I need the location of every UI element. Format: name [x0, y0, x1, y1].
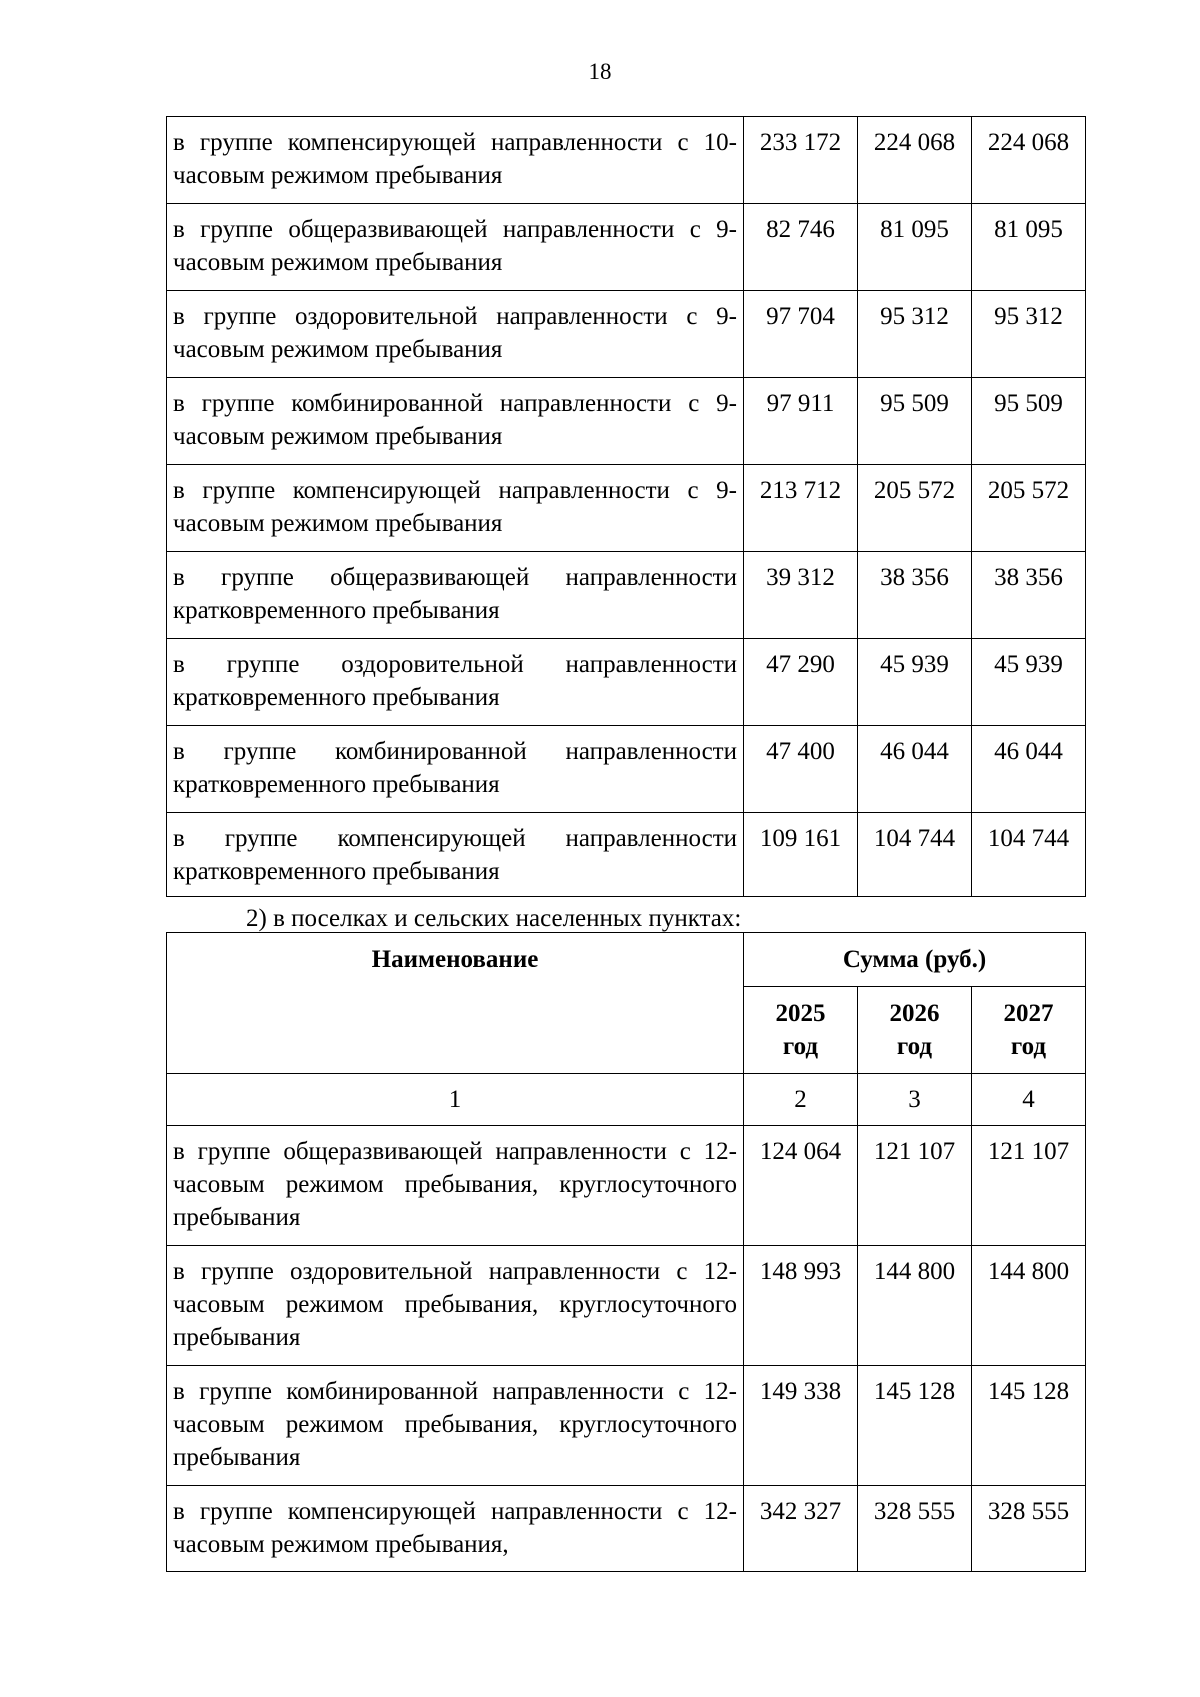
value-2026: 46 044	[858, 726, 972, 813]
section-caption: 2) в поселках и сельских населенных пунктах:	[246, 905, 742, 932]
header-year-2027	[972, 987, 1086, 1074]
table-row	[167, 813, 1086, 897]
row-name: в группе общеразвивающей направленности кратковременного пребывания	[167, 552, 744, 639]
value-2025: 39 312	[744, 552, 858, 639]
value-2025: 213 712	[744, 465, 858, 552]
index-row	[167, 1074, 1086, 1126]
table-row	[167, 465, 1086, 552]
row-name: в группе компенсирующей направленности с 12-часовым режимом пребывания,	[167, 1486, 744, 1572]
table-row	[167, 378, 1086, 465]
table-row	[167, 117, 1086, 204]
value-2027: 144 800	[972, 1246, 1086, 1366]
table-row	[167, 1246, 1086, 1366]
value-2025: 148 993	[744, 1246, 858, 1366]
header-year-2026	[858, 987, 972, 1074]
value-2025: 233 172	[744, 117, 858, 204]
tariff-table-rural	[166, 932, 1086, 1572]
value-2026: 205 572	[858, 465, 972, 552]
row-name: в группе компенсирующей направленности с 9-часовым режимом пребывания	[167, 465, 744, 552]
tariff-table-continued	[166, 116, 1086, 897]
value-2025: 97 911	[744, 378, 858, 465]
row-name: в группе общеразвивающей направленности с 12-часовым режимом пребывания, круглосуточного пребывания	[167, 1126, 744, 1246]
year-number: 2025	[775, 1000, 826, 1027]
column-index: 3	[858, 1074, 972, 1126]
table-row	[167, 639, 1086, 726]
value-2026: 45 939	[858, 639, 972, 726]
value-2027: 81 095	[972, 204, 1086, 291]
row-name: в группе компенсирующей направленности с 10-часовым режимом пребывания	[167, 117, 744, 204]
row-name: в группе оздоровительной направленности кратковременного пребывания	[167, 639, 744, 726]
value-2027: 205 572	[972, 465, 1086, 552]
value-2026: 145 128	[858, 1366, 972, 1486]
table-row	[167, 726, 1086, 813]
value-2027: 224 068	[972, 117, 1086, 204]
value-2027: 328 555	[972, 1486, 1086, 1572]
row-name: в группе комбинированной направленности с 12-часовым режимом пребывания, круглосуточного пребывания	[167, 1366, 744, 1486]
page-number: 18	[588, 59, 612, 84]
column-index: 4	[972, 1074, 1086, 1126]
header-name: Наименование	[167, 933, 744, 1074]
value-2027: 145 128	[972, 1366, 1086, 1486]
value-2027: 45 939	[972, 639, 1086, 726]
value-2026: 81 095	[858, 204, 972, 291]
row-name: в группе оздоровительной направленности с 9-часовым режимом пребывания	[167, 291, 744, 378]
value-2025: 47 290	[744, 639, 858, 726]
year-number: 2027	[1003, 1000, 1054, 1027]
header-row	[167, 933, 1086, 987]
value-2026: 328 555	[858, 1486, 972, 1572]
value-2027: 95 509	[972, 378, 1086, 465]
table-row	[167, 1126, 1086, 1246]
row-name: в группе общеразвивающей направленности с 9-часовым режимом пребывания	[167, 204, 744, 291]
year-word: год	[782, 1033, 819, 1060]
year-word: год	[896, 1033, 933, 1060]
row-name: в группе оздоровительной направленности с 12-часовым режимом пребывания, круглосуточного пребывания	[167, 1246, 744, 1366]
table-row	[167, 1366, 1086, 1486]
year-word: год	[1010, 1033, 1047, 1060]
row-name: в группе компенсирующей направленности кратковременного пребывания	[167, 813, 744, 897]
row-name: в группе комбинированной направленности кратковременного пребывания	[167, 726, 744, 813]
column-index: 2	[744, 1074, 858, 1126]
value-2027: 46 044	[972, 726, 1086, 813]
value-2027: 38 356	[972, 552, 1086, 639]
value-2026: 104 744	[858, 813, 972, 897]
value-2026: 121 107	[858, 1126, 972, 1246]
year-number: 2026	[889, 1000, 940, 1027]
row-name: в группе комбинированной направленности с 9-часовым режимом пребывания	[167, 378, 744, 465]
header-sum: Сумма (руб.)	[744, 933, 1086, 987]
value-2026: 95 312	[858, 291, 972, 378]
value-2026: 144 800	[858, 1246, 972, 1366]
column-index: 1	[167, 1074, 744, 1126]
value-2025: 82 746	[744, 204, 858, 291]
value-2027: 104 744	[972, 813, 1086, 897]
value-2025: 47 400	[744, 726, 858, 813]
table-row	[167, 1486, 1086, 1572]
table-row	[167, 291, 1086, 378]
value-2025: 124 064	[744, 1126, 858, 1246]
value-2026: 95 509	[858, 378, 972, 465]
value-2025: 97 704	[744, 291, 858, 378]
value-2025: 149 338	[744, 1366, 858, 1486]
value-2026: 38 356	[858, 552, 972, 639]
value-2026: 224 068	[858, 117, 972, 204]
value-2025: 342 327	[744, 1486, 858, 1572]
table-row	[167, 204, 1086, 291]
table-row	[167, 552, 1086, 639]
header-year-2025	[744, 987, 858, 1074]
value-2025: 109 161	[744, 813, 858, 897]
value-2027: 121 107	[972, 1126, 1086, 1246]
value-2027: 95 312	[972, 291, 1086, 378]
